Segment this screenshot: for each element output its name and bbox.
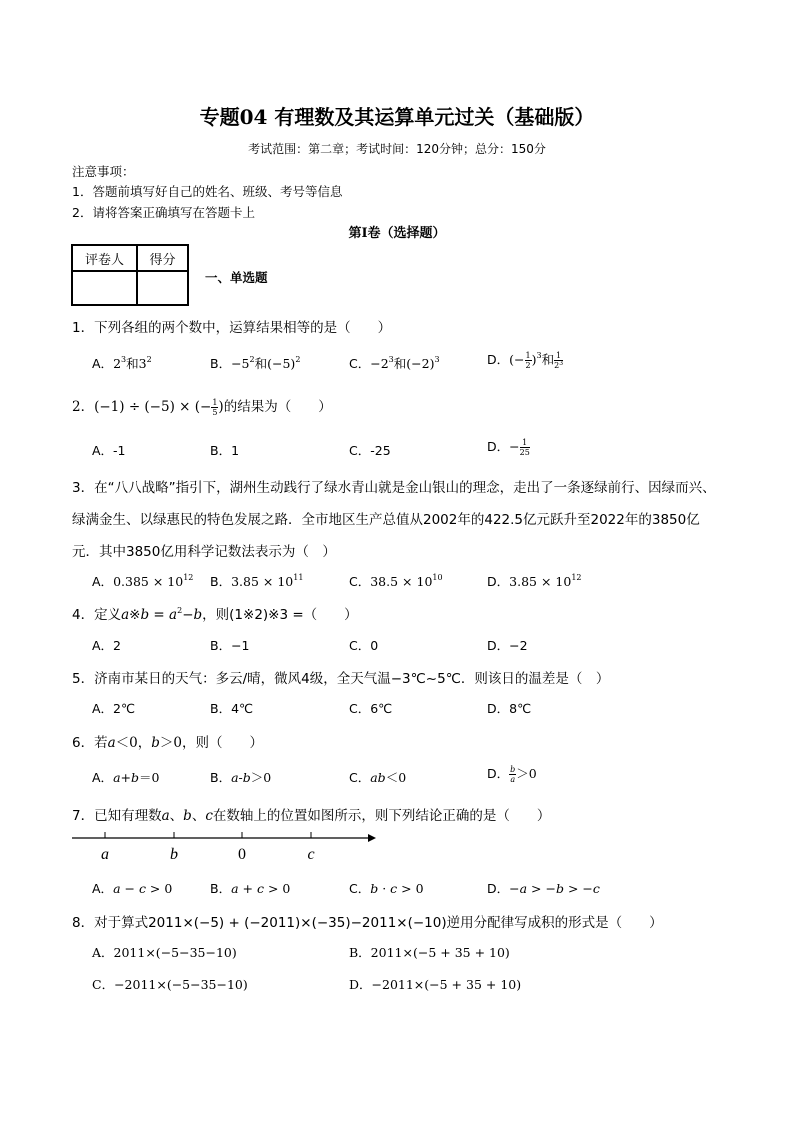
label-b: b: [170, 846, 178, 863]
q6-option-a: A．a+b＝0: [92, 770, 160, 785]
section-title: 一、单选题: [205, 270, 268, 285]
q5-option-a: A．2℃: [92, 701, 136, 716]
q7-option-d: D．−a > −b > −c: [487, 881, 600, 896]
question-3-line-2: 绿满金生、以绿惠民的特色发展之路．全市地区生产总值从2002年的422.5亿元跃升至2022年的3850亿: [72, 512, 700, 528]
q1-option-a: A．$2^3$和$3^2$: [92, 355, 152, 371]
label-c: c: [307, 846, 315, 863]
q3-option-c: C．$38.5 \times 10^{10}$: [349, 573, 443, 589]
grader-cell: [72, 271, 137, 305]
note-item: 2．请将答案正确填写在答题卡上: [72, 205, 255, 220]
exam-info: 考试范围：第二章；考试时间：120分钟；总分：150分: [248, 142, 546, 156]
q6-option-b: B．a-b＞0: [210, 770, 272, 785]
q1-option-c: C．$-2^3$和$(-2)^3$: [349, 355, 440, 371]
number-line: [70, 828, 380, 868]
question-2-stem: 2．(−1) ÷ (−5) × (− $\frac{1}{5}$ )的结果为（ ）: [72, 398, 332, 417]
notes-heading: 注意事项：: [72, 164, 135, 179]
q8-option-d: D．−2011×(−5 + 35 + 10): [349, 977, 522, 992]
question-6-stem: 6．若a＜0，b＞0，则（ ）: [72, 735, 263, 751]
part-title: 第I卷（选择题）: [348, 226, 446, 241]
label-zero: 0: [238, 846, 246, 863]
question-5-stem: 5．济南市某日的天气：多云/晴，微风4级，全天气温−3℃~5℃．则该日的温差是（ ）: [72, 671, 610, 687]
q8-option-b: B．2011×(−5 + 35 + 10): [349, 945, 510, 960]
score-table-header-score: 得分: [137, 245, 188, 271]
note-item: 1．答题前填写好自己的姓名、班级、考号等信息: [72, 184, 343, 199]
question-1-stem: 1．下列各组的两个数中，运算结果相等的是（ ）: [72, 320, 392, 336]
q7-option-b: B．a + c > 0: [210, 881, 291, 896]
q4-option-d: D．−2: [487, 638, 528, 653]
q4-option-a: A．2: [92, 638, 122, 653]
q5-option-c: C．6℃: [349, 701, 393, 716]
score-table-header-grader: 评卷人: [72, 245, 137, 271]
q1-option-b: B．$-5^2$和$(-5)^2$: [210, 355, 301, 371]
q3-option-d: D．$3.85 \times 10^{12}$: [487, 573, 582, 589]
q2-option-b: B．1: [210, 443, 240, 458]
question-4-stem: 4．定义a※b = $a^2-b$，则(1※2)※3 =（ ）: [72, 606, 358, 623]
q5-option-b: B．4℃: [210, 701, 254, 716]
q6-option-c: C．ab＜0: [349, 770, 407, 785]
q2-option-d: D．− $\frac{1}{25}$: [487, 438, 530, 457]
q4-option-b: B．−1: [210, 638, 250, 653]
q1-option-d: D．(− $\frac{1}{2}$ )$^3$和 $\frac{1}{2^3}$: [487, 351, 564, 370]
question-3-line-1: 3．在“八八战略”指引下，湖州生动践行了绿水青山就是金山银山的理念，走出了一条逐绿前行、因绿而兴、: [72, 480, 716, 496]
q8-option-a: A．2011×(−5−35−10): [92, 945, 237, 960]
q7-option-c: C．b · c > 0: [349, 881, 424, 896]
q7-option-a: A．a − c > 0: [92, 881, 173, 896]
q2-option-a: A．-1: [92, 443, 126, 458]
score-table: [71, 244, 189, 306]
label-a: a: [101, 846, 109, 863]
question-7-stem: 7．已知有理数a、b、c在数轴上的位置如图所示，则下列结论正确的是（ ）: [72, 808, 551, 824]
axis-arrow: [368, 834, 376, 842]
q2-option-c: C．-25: [349, 443, 391, 458]
q3-option-b: B．$3.85 \times 10^{11}$: [210, 573, 304, 589]
q4-option-c: C．0: [349, 638, 379, 653]
question-3-line-3: 元．其中3850亿用科学记数法表示为（ ）: [72, 544, 336, 560]
question-8-stem: 8．对于算式2011×(−5) + (−2011)×(−35)−2011×(−10)逆用分配律写成积的形式是（ ）: [72, 915, 663, 931]
q6-option-d: D． $\frac{b}{a}$ ＞0: [487, 765, 537, 784]
page-title: 专题04 有理数及其运算单元过关（基础版）: [199, 105, 595, 129]
q3-option-a: A．$0.385 \times 10^{12}$: [92, 573, 194, 589]
q8-option-c: C．−2011×(−5−35−10): [92, 977, 248, 992]
q5-option-d: D．8℃: [487, 701, 532, 716]
score-cell: [137, 271, 188, 305]
